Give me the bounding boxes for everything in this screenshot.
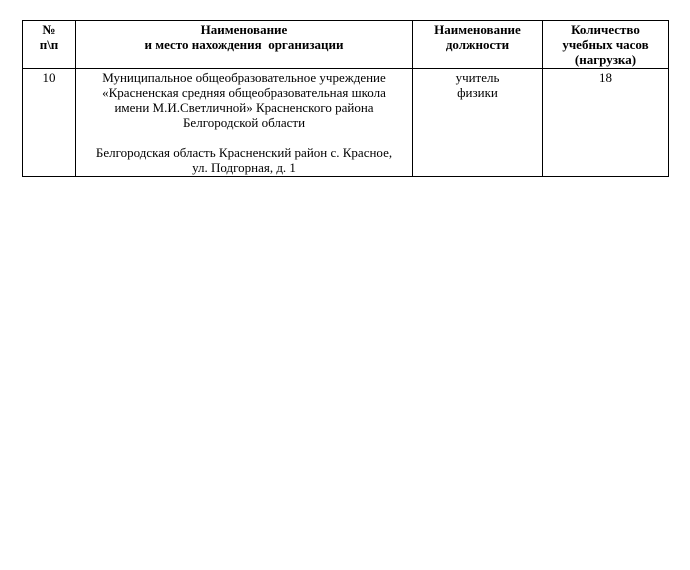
organization-address-line-1: Белгородская область Красненский район с. Красное,	[95, 145, 393, 160]
organization-name	[82, 70, 406, 130]
organization-name-line-1: Муниципальное общеобразовательное учреждение	[102, 70, 386, 85]
header-number-line-2: п\п	[39, 37, 59, 52]
header-organization	[76, 21, 413, 69]
row-hours: 18	[543, 69, 669, 177]
header-hours	[543, 21, 669, 69]
organization-address	[82, 145, 406, 176]
row-organization	[76, 69, 413, 177]
table-row	[23, 69, 669, 177]
organization-name-line-2: «Красненская средняя общеобразовательная школа	[102, 85, 386, 100]
table-body	[23, 69, 669, 177]
header-organization-line-1: Наименование	[200, 22, 288, 37]
row-position	[413, 69, 543, 177]
header-number	[23, 21, 76, 69]
organization-name-line-4: Белгородской области	[182, 115, 306, 130]
header-hours-line-2: учебных часов	[562, 37, 649, 52]
position-line-1: учитель	[455, 70, 500, 85]
header-organization-line-2: и место нахождения организации	[144, 37, 344, 52]
header-hours-line-3: (нагрузка)	[574, 52, 637, 67]
organization-name-line-3: имени М.И.Светличной» Красненского района	[114, 100, 374, 115]
header-position	[413, 21, 543, 69]
employment-table	[22, 20, 669, 177]
position-line-2: физики	[457, 85, 498, 100]
organization-address-line-2: ул. Подгорная, д. 1	[192, 160, 296, 175]
header-position-line-1: Наименование	[434, 22, 521, 37]
header-row	[23, 21, 669, 69]
row-number: 10	[23, 69, 76, 177]
table-header	[23, 21, 669, 69]
header-hours-line-1: Количество	[571, 22, 640, 37]
header-number-line-1: №	[42, 22, 56, 37]
header-position-line-2: должности	[445, 37, 510, 52]
